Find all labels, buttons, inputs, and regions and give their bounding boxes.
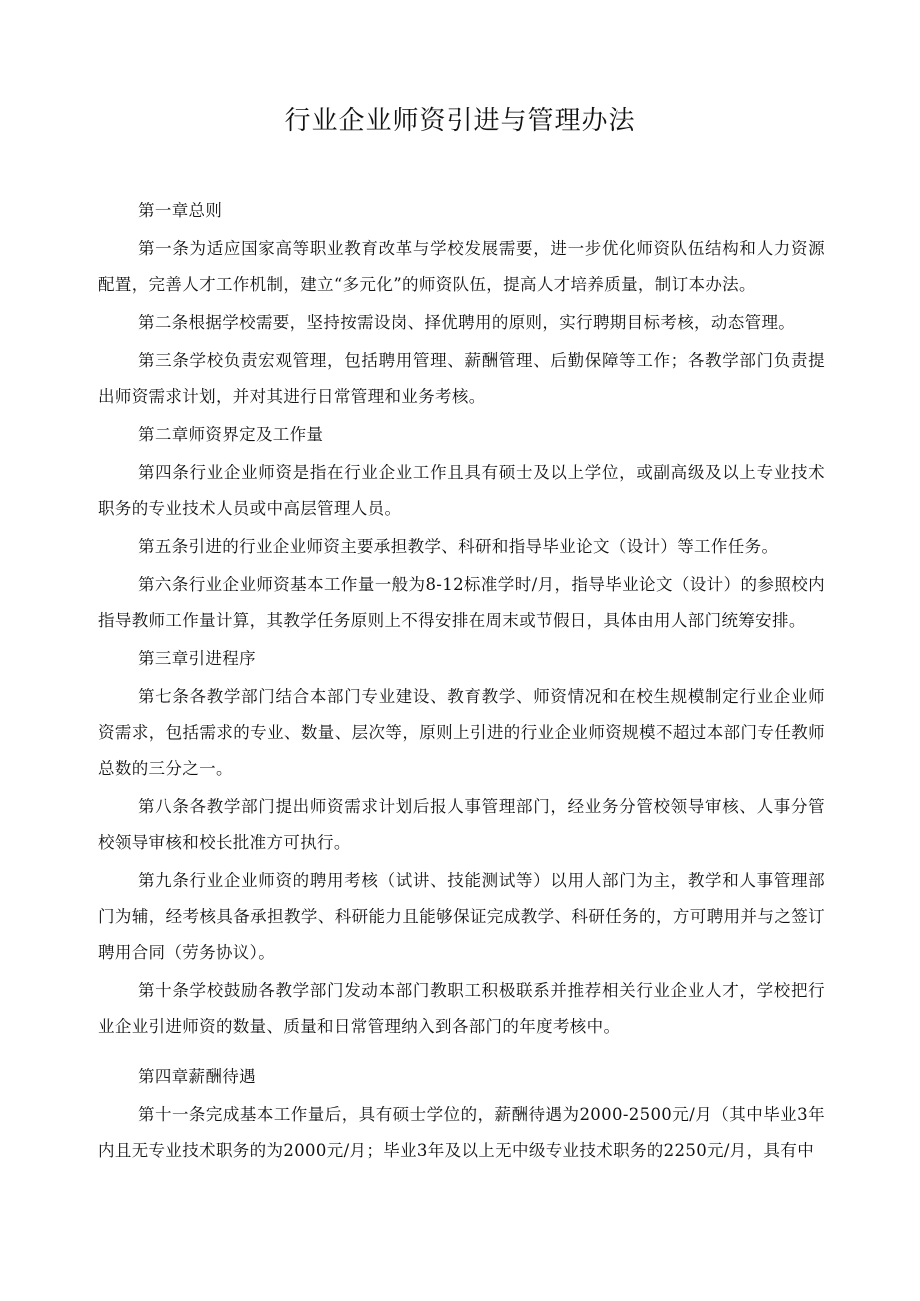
article-paragraph: 第十条学校鼓励各教学部门发动本部门教职工积极联系并推荐相关行业企业人才，学校把行业企业引进师资的数量、质量和日常管理纳入到各部门的年度考核中。 (98, 981, 825, 1036)
article-paragraph: 第一条为适应国家高等职业教育改革与学校发展需要，进一步优化师资队伍结构和人力资源配置，完善人才工作机制，建立“多元化”的师资队伍，提高人才培养质量，制订本办法。 (98, 239, 825, 294)
chapter-heading: 第二章师资界定及工作量 (138, 425, 324, 444)
article-paragraph: 第四条行业企业师资是指在行业企业工作且具有硕士及以上学位，或副高级及以上专业技术职务的专业技术人员或中高层管理人员。 (98, 463, 825, 518)
document-title: 行业企业师资引进与管理办法 (284, 106, 636, 136)
article-paragraph: 第八条各教学部门提出师资需求计划后报人事管理部门，经业务分管校领导审核、人事分管校领导审核和校长批准方可执行。 (98, 797, 825, 852)
chapter-heading: 第四章薪酬待遇 (138, 1067, 256, 1086)
article-paragraph: 第二条根据学校需要，坚持按需设岗、择优聘用的原则，实行聘期目标考核，动态管理。 (138, 313, 796, 332)
article-paragraph: 第六条行业企业师资基本工作量一般为8-12标准学时/月，指导毕业论文（设计）的参照校内指导教师工作量计算，其教学任务原则上不得安排在周末或节假日，具体由用人部门统筹安排。 (98, 575, 825, 630)
article-paragraph: 第三条学校负责宏观管理，包括聘用管理、薪酬管理、后勤保障等工作；各教学部门负责提出师资需求计划，并对其进行日常管理和业务考核。 (98, 351, 825, 406)
chapter-heading: 第一章总则 (138, 201, 223, 220)
document-body (98, 193, 825, 1171)
article-paragraph: 第九条行业企业师资的聘用考核（试讲、技能测试等）以用人部门为主，教学和人事管理部门为辅，经考核具备承担教学、科研能力且能够保证完成教学、科研任务的，方可聘用并与之签订聘用合同（劳务协议）。 (98, 871, 825, 962)
article-paragraph: 第十一条完成基本工作量后，具有硕士学位的，薪酬待遇为2000-2500元/月（其中毕业3年内且无专业技术职务的为2000元/月；毕业3年及以上无中级专业技术职务的2250元/月，具有中 (98, 1105, 825, 1160)
article-paragraph: 第五条引进的行业企业师资主要承担教学、科研和指导毕业论文（设计）等工作任务。 (138, 537, 779, 556)
chapter-heading: 第三章引进程序 (138, 649, 256, 668)
article-paragraph: 第七条各教学部门结合本部门专业建设、教育教学、师资情况和在校生规模制定行业企业师资需求，包括需求的专业、数量、层次等，原则上引进的行业企业师资规模不超过本部门专任教师总数的三分之一。 (98, 687, 825, 778)
